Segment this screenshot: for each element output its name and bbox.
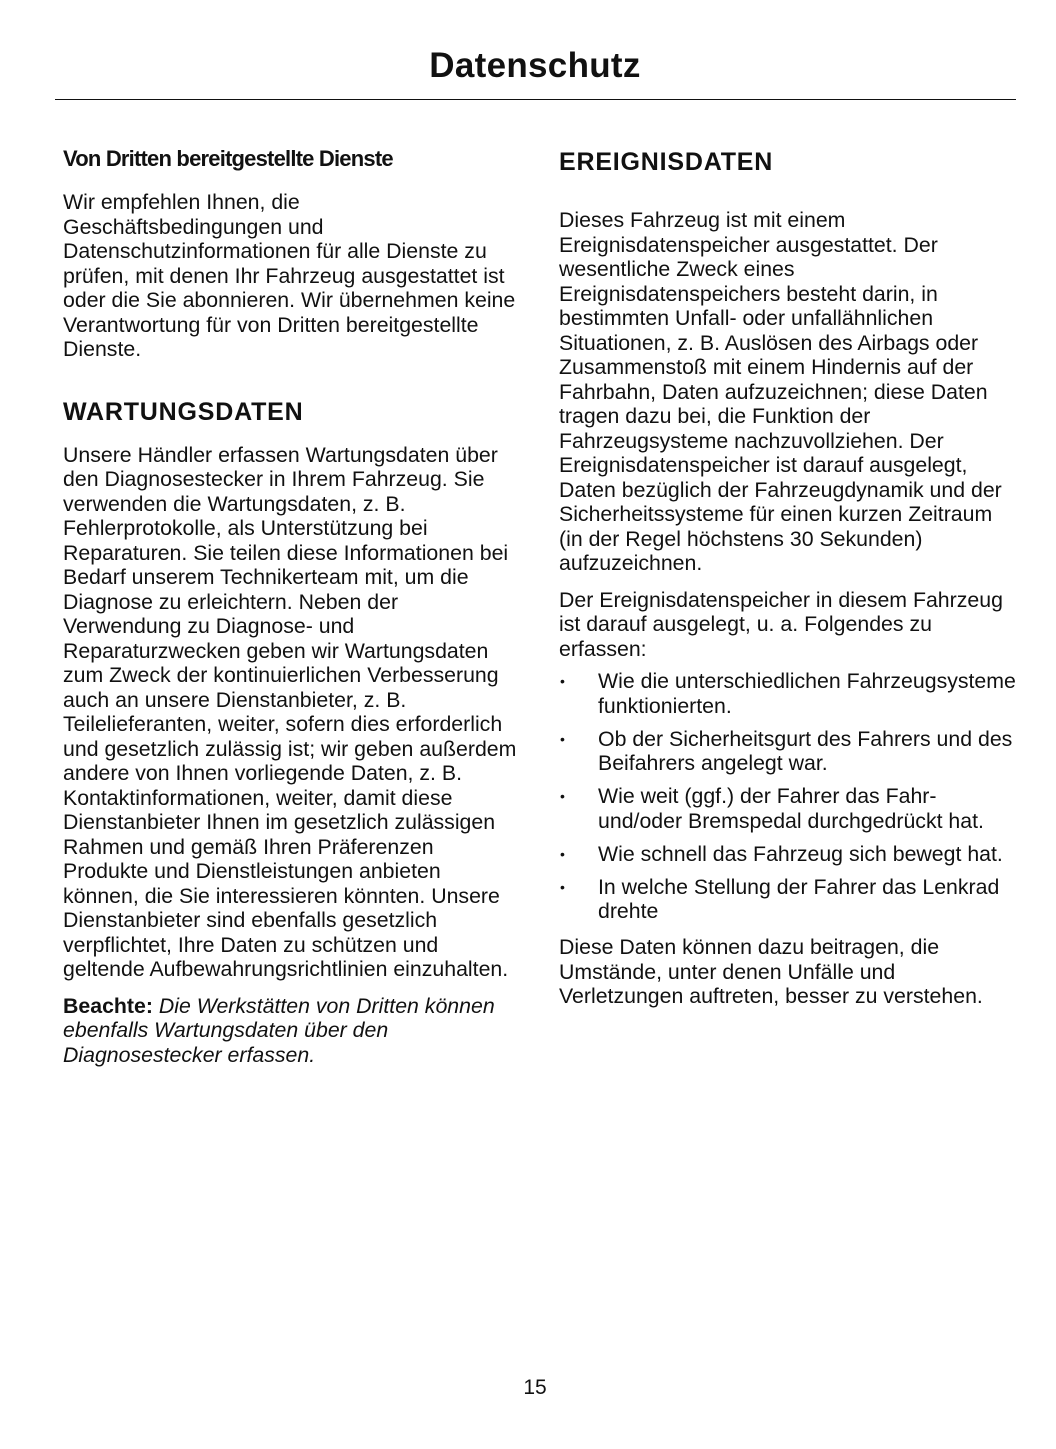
bullet-icon: •: [560, 673, 565, 689]
note-text: Die Werkstätten von Dritten können ebenfalls Wartungsdaten über den Diagnosestecker erfassen.: [63, 993, 495, 1067]
event-data-heading: EREIGNISDATEN: [559, 148, 774, 176]
bullet-icon: •: [560, 730, 565, 747]
third-party-services-paragraph: Wir empfehlen Ihnen, die Geschäftsbedingungen und Datenschutzinformationen für alle Dienste zu prüfen, mit denen Ihr Fahrzeug ausgestattet ist oder die Sie abonnieren. Wir übernehmen keine Verantwortung für von Dritten bereitgestellte Dienste.: [63, 190, 516, 361]
maintenance-note: [63, 994, 518, 1068]
event-data-list: [559, 669, 1019, 924]
list-item: • Wie die unterschiedlichen Fahrzeugsysteme funktionierten.: [560, 669, 1016, 718]
note-label: Beachte:: [63, 993, 153, 1018]
page-title: Datenschutz: [429, 46, 641, 85]
list-item: • Wie schnell das Fahrzeug sich bewegt hat.: [560, 841, 1003, 866]
event-data-paragraph-1: Dieses Fahrzeug ist mit einem Ereignisdatenspeicher ausgestattet. Der wesentliche Zweck eines Ereignisdatenspeichers besteht darin, in bestimmten Unfall- oder unfallähnlichen Situationen, z. B. Auslösen des Airbags oder Zusammenstoß mit einem Hindernis auf der Fahrbahn, Daten aufzuzeichnen; diese Daten tragen dazu bei, die Funktion der Fahrzeugsysteme nachzuvollziehen. Der Ereignisdatenspeicher ist darauf ausgelegt, Daten bezüglich der Fahrzeugdynamik und der Sicherheitssysteme für einen kurzen Zeitraum (in der Regel höchstens 30 Sekunden) aufzuzeichnen.: [559, 208, 1002, 575]
bullet-icon: •: [560, 878, 565, 895]
list-item: • In welche Stellung der Fahrer das Lenkrad drehte: [560, 874, 1000, 923]
title-divider: [55, 99, 1016, 100]
event-data-paragraph-2: Der Ereignisdatenspeicher in diesem Fahrzeug ist darauf ausgelegt, u. a. Folgendes zu erfassen:: [559, 587, 1003, 661]
list-item: • Ob der Sicherheitsgurt des Fahrers und des Beifahrers angelegt war.: [560, 726, 1013, 775]
page-number: 15: [523, 1376, 547, 1399]
maintenance-data-heading: WARTUNGSDATEN: [63, 397, 304, 426]
event-data-paragraph-3: Diese Daten können dazu beitragen, die Umstände, unter denen Unfälle und Verletzungen auftreten, besser zu verstehen.: [559, 935, 983, 1008]
right-column: [559, 140, 1019, 1009]
maintenance-data-paragraph: Unsere Händler erfassen Wartungsdaten über den Diagnosestecker in Ihrem Fahrzeug. Sie verwenden die Wartungsdaten, z. B. Fehlerprotokolle, als Unterstützung bei Reparaturen. Sie teilen diese Informationen bei Bedarf unserem Technikerteam mit, um die Diagnose zu erleichtern. Neben der Verwendung zu Diagnose- und Reparaturzwecken geben wir Wartungsdaten zum Zweck der kontinuierlichen Verbesserung auch an unsere Dienstanbieter, z. B. Teilelieferanten, weiter, sofern dies erforderlich und gesetzlich zulässig ist; wir geben außerdem andere von Ihnen vorliegende Daten, z. B. Kontaktinformationen, weiter, damit diese Dienstanbieter Ihnen im gesetzlich zulässigen Rahmen und gemäß Ihren Präferenzen Produkte und Dienstleistungen anbieten können, die Sie interessieren könnten. Unsere Dienstanbieter sind ebenfalls gesetzlich verpflichtet, Ihre Daten zu schützen und geltende Aufbewahrungsrichtlinien einzuhalten.: [63, 442, 517, 981]
list-item: • Wie weit (ggf.) der Fahrer das Fahr- und/oder Bremspedal durchgedrückt hat.: [560, 784, 984, 833]
left-column: [63, 140, 518, 1067]
bullet-icon: •: [560, 788, 565, 804]
bullet-icon: •: [560, 845, 565, 862]
third-party-services-heading: Von Dritten bereitgestellte Dienste: [63, 146, 393, 171]
